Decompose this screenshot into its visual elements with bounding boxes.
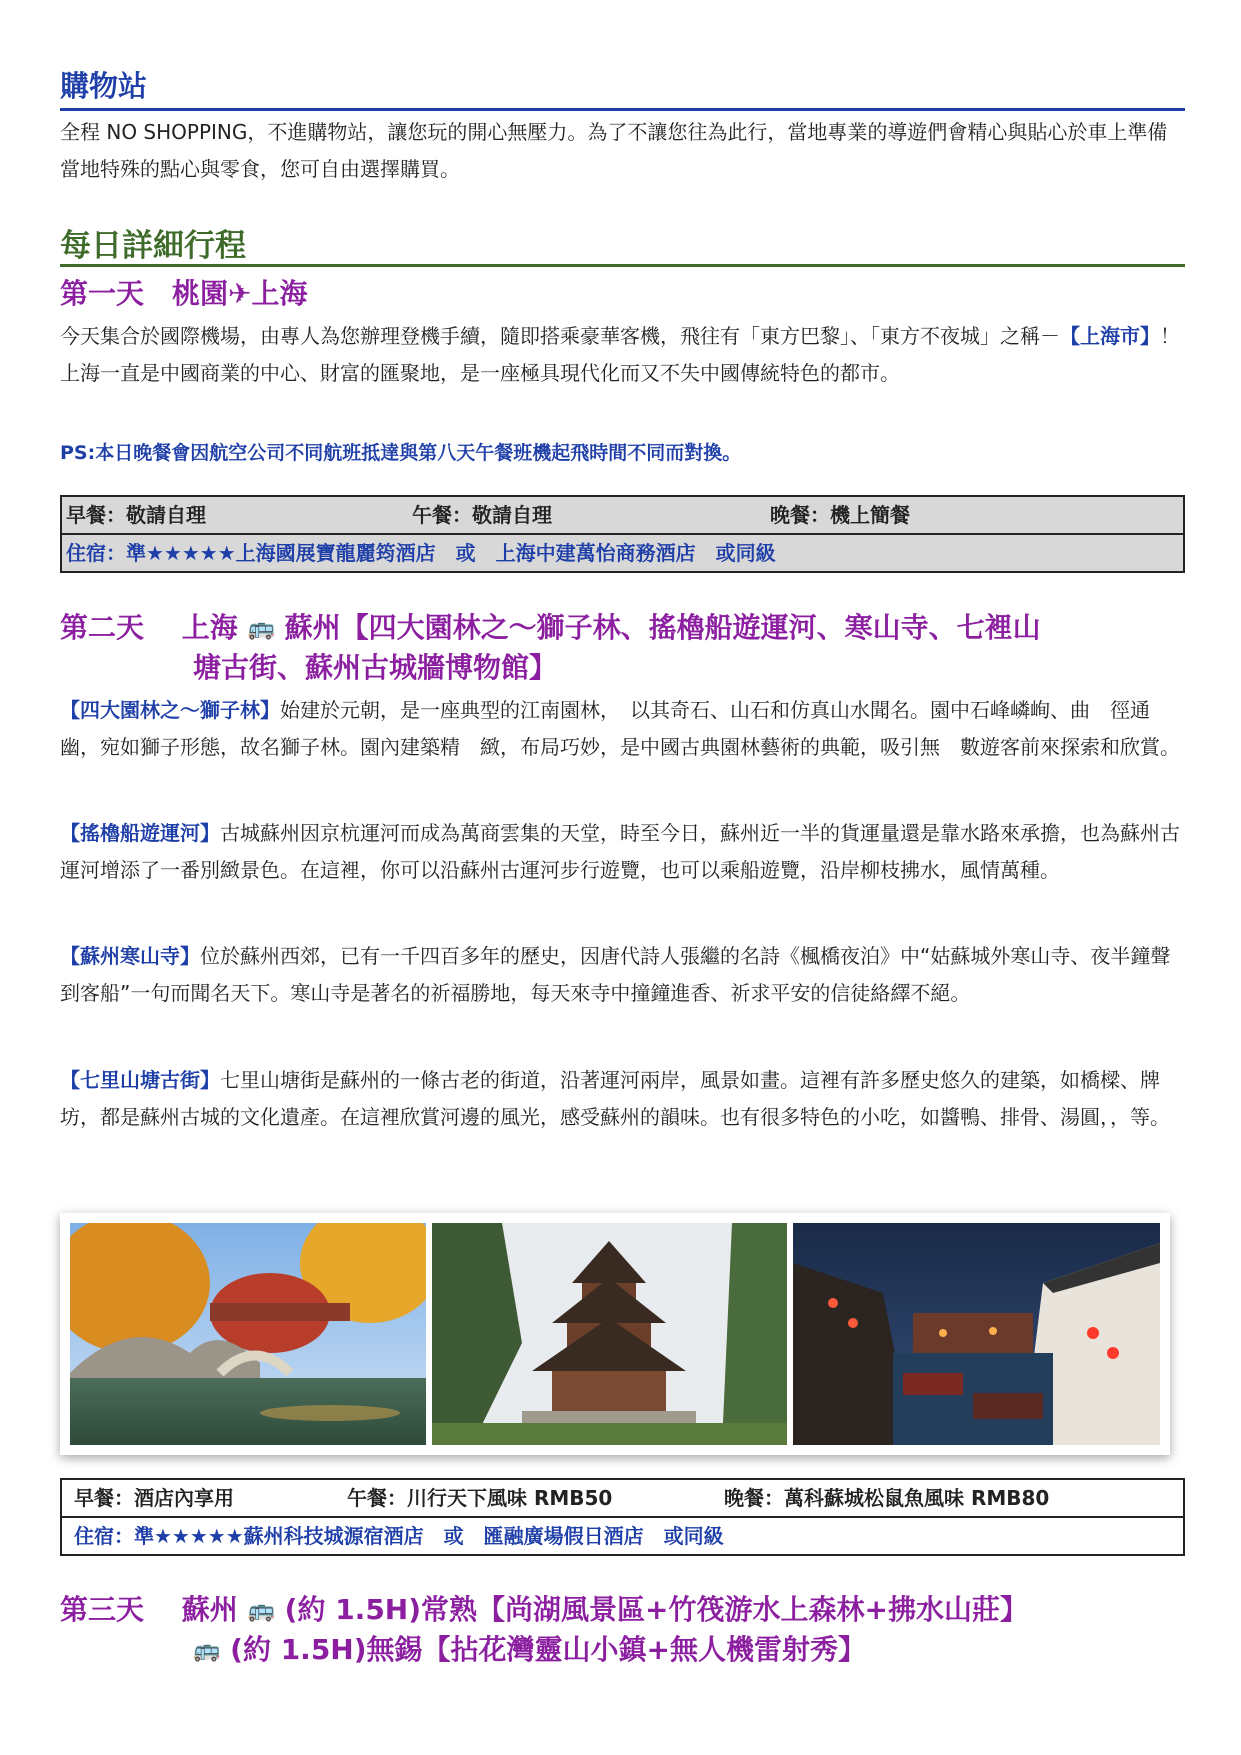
- day2-section-3: [60, 938, 1185, 1012]
- section-label: 【蘇州寒山寺】: [60, 944, 200, 968]
- day2-title: [60, 608, 1185, 649]
- day3-title-cont: [193, 1630, 866, 1671]
- day1-text: [60, 318, 1185, 392]
- shopping-text: 全程 NO SHOPPING，不進購物站，讓您玩的開心無壓力。為了不讓您往為此行，當地專業的導遊們會精心與貼心於車上準備當地特殊的點心與零食，您可自由選擇購買。: [60, 120, 1168, 181]
- day1-hotel: 住宿：準★★★★★上海國展寶龍麗筠酒店 或 上海中建萬怡商務酒店 或同級: [62, 533, 1183, 571]
- section-label: 【七里山塘古街】: [60, 1068, 220, 1092]
- day2-hotel: 住宿：準★★★★★蘇州科技城源宿酒店 或 匯融廣場假日酒店 或同級: [62, 1516, 1183, 1554]
- bus-icon: 🚌: [247, 616, 275, 641]
- day2-meal-row: [62, 1480, 1183, 1516]
- day1-meal-table: [60, 495, 1185, 573]
- day2-breakfast: 早餐：酒店內享用: [74, 1486, 234, 1510]
- section-text: 古城蘇州因京杭運河而成為萬商雲集的天堂，時至今日，蘇州近一半的貨運量還是靠水路來承擔，也為蘇州古運河增添了一番別緻景色。在這裡，你可以沿蘇州古運河步行遊覽，也可以乘船遊覽，沿岸柳枝拂水，風情萬種。: [60, 821, 1180, 882]
- shopping-heading: 購物站: [60, 69, 148, 103]
- day1-text-a: 今天集合於國際機場，由專人為您辦理登機手續，隨即搭乘豪華客機，飛往有「東方巴黎」、「東方不夜城」之稱－: [60, 324, 1060, 348]
- day2-title-cont: 塘古街、蘇州古城牆博物館】: [193, 651, 558, 684]
- bus-icon: 🚌: [193, 1638, 221, 1663]
- section-label: 【搖櫓船遊運河】: [60, 821, 220, 845]
- itinerary-rule: [60, 264, 1185, 267]
- day3-title-c: (約 1.5H)無錫【拈花灣靈山小鎮+無人機雷射秀】: [230, 1633, 866, 1666]
- day2-section-4: [60, 1062, 1185, 1136]
- day1-meal-row: [62, 497, 1183, 533]
- day2-lunch: 午餐：川行天下風味 RMB50: [347, 1486, 613, 1510]
- shopping-rule: [60, 108, 1185, 111]
- shantang-street-photo: [793, 1223, 1160, 1445]
- day1-lunch: 午餐：敬請自理: [412, 503, 552, 527]
- bus-icon: 🚌: [247, 1598, 275, 1623]
- day1-ps: PS:本日晚餐會因航空公司不同航班抵達與第八天午餐班機起飛時間不同而對換。: [60, 442, 742, 464]
- day2-title-a: 第二天 上海: [60, 611, 238, 644]
- day1-highlight: 【上海市】: [1060, 324, 1160, 348]
- day2-section-2: [60, 815, 1185, 889]
- section-text: 七里山塘街是蘇州的一條古老的街道，沿著運河兩岸，風景如畫。這裡有許多歷史悠久的建築，如橋樑、牌坊，都是蘇州古城的文化遺產。在這裡欣賞河邊的風光，感受蘇州的韻味。也有很多特色的小吃，如醬鴨、排骨、湯圓，，等。: [60, 1068, 1170, 1129]
- section-text: 位於蘇州西郊，已有一千四百多年的歷史，因唐代詩人張繼的名詩《楓橋夜泊》中“姑蘇城外寒山寺、夜半鐘聲到客船”一句而聞名天下。寒山寺是著名的祈福勝地，每天來寺中撞鐘進香、祈求平安的信徒絡繹不絕。: [60, 944, 1171, 1005]
- section-text: 始建於元朝，是一座典型的江南園林， 以其奇石、山石和仿真山水聞名。園中石峰嶙峋、曲 徑通幽，宛如獅子形態，故名獅子林。園內建築精 緻，布局巧妙，是中國古典園林藝術的典範，吸引無 數遊客前來探索和欣賞。: [60, 698, 1180, 759]
- day2-meal-table: [60, 1478, 1185, 1556]
- photo-strip: [60, 1213, 1170, 1455]
- day3-title-b: (約 1.5H)常熟【尚湖風景區+竹筏游水上森林+拂水山莊】: [284, 1593, 1028, 1626]
- day2-title-b: 蘇州【四大園林之～獅子林、搖櫓船遊運河、寒山寺、七裡山: [284, 611, 1041, 644]
- day3-title-a: 第三天 蘇州: [60, 1593, 238, 1626]
- day2-section-1: [60, 692, 1185, 766]
- section-label: 【四大園林之～獅子林】: [60, 698, 280, 722]
- day1-dinner: 晚餐：機上簡餐: [770, 503, 910, 527]
- itinerary-heading: 每日詳細行程: [60, 228, 246, 264]
- day1-text-b: ！上海一直是中國商業的中心、財富的匯聚地，是一座極具現代化而又不失中國傳統特色的都市。: [60, 324, 1180, 385]
- day1-breakfast: 早餐：敬請自理: [66, 503, 206, 527]
- day2-dinner: 晚餐：萬科蘇城松鼠魚風味 RMB80: [724, 1486, 1050, 1510]
- day3-title: [60, 1590, 1185, 1631]
- lion-grove-photo: [70, 1223, 426, 1445]
- hanshan-temple-photo: [432, 1223, 787, 1445]
- day1-title: 第一天 桃園✈上海: [60, 277, 308, 310]
